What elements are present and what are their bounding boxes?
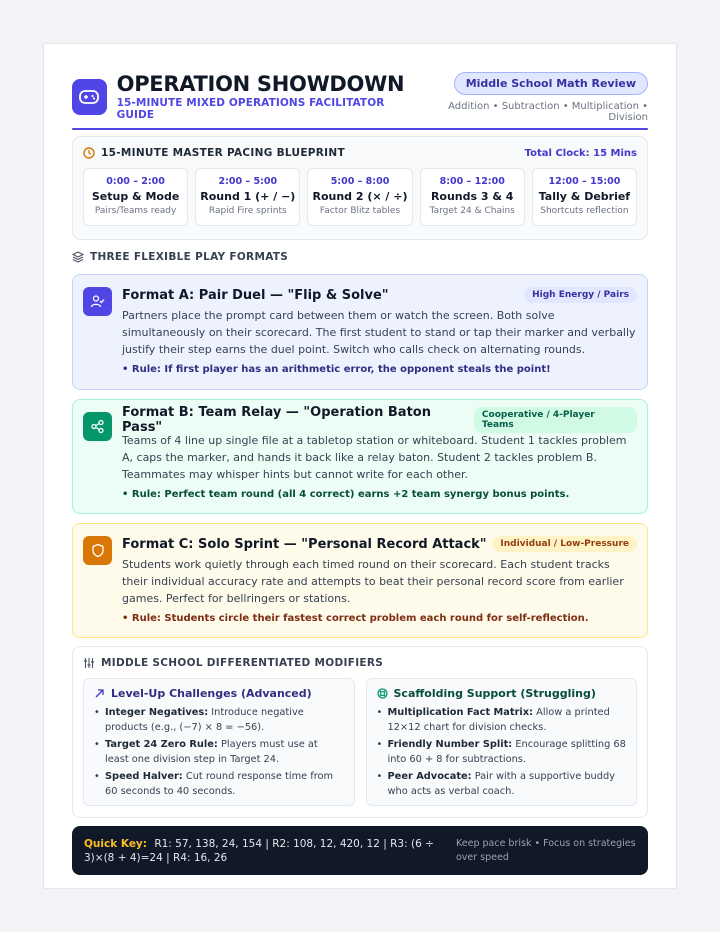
step-note: Shortcuts reflection xyxy=(540,206,629,216)
operations-topics: Addition • Subtraction • Multiplication • Division xyxy=(448,101,648,123)
step-note: Factor Blitz tables xyxy=(319,206,401,216)
list-item: • Peer Advocate: Pair with a supportive buddy who acts as verbal coach. xyxy=(377,769,627,799)
formats-heading xyxy=(72,249,648,265)
format-rule: • Rule: Perfect team round (all 4 correct) earns +2 team synergy bonus points. xyxy=(122,489,570,500)
list-item: • Target 24 Zero Rule: Players must use at least one division step in Target 24. xyxy=(94,737,344,767)
format-description: Students work quietly through each timed round on their scorecard. Each student tracks their individual accuracy rate and attempts to beat their personal record score from earlier games. Perfect for bellringers or stations. xyxy=(122,558,624,605)
step-name: Round 2 (× / ÷) xyxy=(312,190,408,203)
pacing-step xyxy=(83,168,188,226)
format-description: Teams of 4 line up single file at a tabletop station or whiteboard. Student 1 tackles problem A, caps the marker, and hands it back like a relay baton. Student 2 tackles problem B. Teammates may whisper hints but cannot write for each other. xyxy=(122,434,627,481)
grade-level-badge: Middle School Math Review xyxy=(454,72,648,95)
format-card-solo-sprint xyxy=(72,523,648,638)
total-clock: Total Clock: 15 Mins xyxy=(524,147,637,159)
facilitator-guide-page xyxy=(43,43,677,889)
quick-key-answers: R1: 57, 138, 24, 154 | R2: 108, 12, 420, 12 | R3: (6 ÷ 3)×(8 + 4)=24 | R4: 16, 26 xyxy=(84,837,434,864)
quick-key-label: Quick Key: xyxy=(84,837,147,850)
format-title: Format A: Pair Duel — "Flip & Solve" xyxy=(122,287,389,303)
page-subtitle: 15-MINUTE MIXED OPERATIONS FACILITATOR GUIDE xyxy=(116,97,385,121)
step-name: Rounds 3 & 4 xyxy=(430,190,514,203)
share-icon xyxy=(83,412,112,441)
step-time: 2:00 – 5:00 xyxy=(218,176,278,187)
list-item: • Friendly Number Split: Encourage splitting 68 into 60 + 8 for subtractions. xyxy=(377,737,627,767)
pacing-title: 15-MINUTE MASTER PACING BLUEPRINT xyxy=(101,147,345,159)
advanced-challenges xyxy=(83,678,355,806)
step-time: 12:00 – 15:00 xyxy=(548,176,621,187)
pacing-step xyxy=(195,168,300,226)
format-rule: • Rule: If first player has an arithmetic error, the opponent steals the point! xyxy=(122,364,551,375)
header xyxy=(72,72,648,122)
advanced-title: Level-Up Challenges (Advanced) xyxy=(111,687,312,700)
list-item: • Integer Negatives: Introduce negative products (e.g., (−7) × 8 = −56). xyxy=(94,705,344,735)
list-item: • Multiplication Fact Matrix: Allow a printed 12×12 chart for division checks. xyxy=(377,705,627,735)
pacing-step xyxy=(307,168,412,226)
life-buoy-icon xyxy=(377,688,388,699)
step-name: Round 1 (+ / −) xyxy=(200,190,296,203)
step-time: 0:00 – 2:00 xyxy=(106,176,165,187)
pacing-blueprint xyxy=(72,136,648,240)
step-time: 8:00 – 12:00 xyxy=(439,176,505,187)
step-note: Rapid Fire sprints xyxy=(208,206,287,216)
support-title: Scaffolding Support (Struggling) xyxy=(393,687,596,700)
footer-note: Keep pace brisk • Focus on strategies over speed xyxy=(456,837,636,863)
format-tag: Individual / Low-Pressure xyxy=(492,536,637,552)
format-tag: Cooperative / 4-Player Teams xyxy=(474,407,637,433)
step-note: Target 24 & Chains xyxy=(429,206,515,216)
differentiated-modifiers xyxy=(72,646,648,818)
format-rule: • Rule: Students circle their fastest correct problem each round for self-reflection. xyxy=(122,613,589,624)
format-tag: High Energy / Pairs xyxy=(524,287,637,303)
format-card-pair-duel xyxy=(72,274,648,390)
list-item: • Speed Halver: Cut round response time from 60 seconds to 40 seconds. xyxy=(94,769,344,799)
gamepad-icon xyxy=(72,79,107,115)
sliders-icon xyxy=(83,657,95,669)
step-note: Pairs/Teams ready xyxy=(94,206,177,216)
step-name: Tally & Debrief xyxy=(538,190,631,203)
scaffolding-support xyxy=(366,678,638,806)
pacing-step xyxy=(420,168,525,226)
clock-icon xyxy=(83,147,95,159)
quick-key-footer xyxy=(72,826,648,875)
layers-icon xyxy=(72,251,84,263)
step-name: Setup & Mode xyxy=(91,190,180,203)
header-divider xyxy=(72,128,648,130)
modifiers-title: MIDDLE SCHOOL DIFFERENTIATED MODIFIERS xyxy=(101,657,384,669)
page-title: OPERATION SHOWDOWN xyxy=(116,72,405,96)
format-description: Partners place the prompt card between them or watch the screen. Both solve simultaneously on their scorecard. The first student to stand or tap their marker and verbally justify their step earns the duel point. Switch who calls check on alternating rounds. xyxy=(122,309,636,356)
user-check-icon xyxy=(83,287,112,316)
step-time: 5:00 – 8:00 xyxy=(330,176,390,187)
pacing-step xyxy=(532,168,637,226)
format-title: Format B: Team Relay — "Operation Baton Pass" xyxy=(122,405,431,435)
trend-up-icon xyxy=(94,688,105,699)
format-card-team-relay xyxy=(72,399,648,514)
quick-key xyxy=(84,837,444,865)
formats-title: THREE FLEXIBLE PLAY FORMATS xyxy=(90,251,289,263)
shield-icon xyxy=(83,536,112,565)
format-title: Format C: Solo Sprint — "Personal Record Attack" xyxy=(122,536,487,552)
